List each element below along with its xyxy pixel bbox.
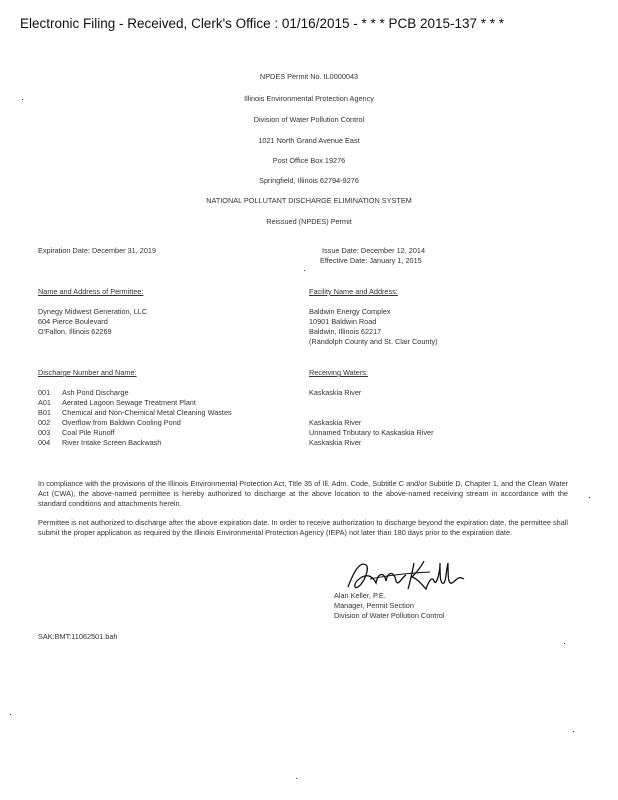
discharge-name: Chemical and Non-Chemical Metal Cleaning Wastes xyxy=(62,408,232,417)
agency-po-box: Post Office Box 19276 xyxy=(272,156,346,165)
discharge-number: B01 xyxy=(38,408,51,417)
discharge-name: Overflow from Baldwin Cooling Pond xyxy=(62,418,181,427)
permittee-street: 604 Pierce Boulevard xyxy=(38,317,108,326)
division-name: Division of Water Pollution Control xyxy=(253,115,365,124)
scan-speck xyxy=(589,497,590,498)
permittee-heading: Name and Address of Permittee: xyxy=(38,287,144,296)
agency-name: Illinois Environmental Protection Agency xyxy=(244,94,374,103)
discharge-name: Aerated Lagoon Sewage Treatment Plant xyxy=(62,398,196,407)
permittee-city: O'Fallon, Illinois 62269 xyxy=(38,327,112,336)
facility-name: Baldwin Energy Complex xyxy=(309,307,391,316)
discharge-heading: Discharge Number and Name: xyxy=(38,368,137,377)
filing-stamp: Electronic Filing - Received, Clerk's Office : 01/16/2015 - * * * PCB 2015-137 * * * xyxy=(20,16,505,31)
discharge-name: River Intake Screen Backwash xyxy=(62,438,162,447)
scan-speck xyxy=(296,778,297,779)
discharge-number: 004 xyxy=(38,438,51,447)
discharge-number: A01 xyxy=(38,398,51,407)
scan-speck xyxy=(22,99,23,100)
signer-division: Division of Water Pollution Control xyxy=(334,611,445,620)
scan-speck xyxy=(10,714,11,715)
permit-type: Reissued (NPDES) Permit xyxy=(266,217,352,226)
facility-heading: Facility Name and Address: xyxy=(309,287,398,296)
discharge-name: Ash Pond Discharge xyxy=(62,388,129,397)
signer-name: Alan Keller, P.E. xyxy=(334,591,386,600)
scan-speck xyxy=(564,643,565,644)
discharge-number: 002 xyxy=(38,418,51,427)
facility-city: Baldwin, Illinois 62217 xyxy=(309,327,382,336)
receiving-waters-heading: Receiving Waters: xyxy=(309,368,368,377)
compliance-paragraph: In compliance with the provisions of the Illinois Environmental Protection Act, Title 35 of Ill. Adm. Code, Subtitle C and/or Subtitle D, Chapter 1, and the Clean Water Act (CWA), the above-named permittee is hereby authorized to discharge at the above location to the above-named receiving stream in accordance with the standard conditions and attachments herein. xyxy=(38,479,568,509)
receiving-water: Kaskaskia River xyxy=(309,438,362,447)
receiving-water: Kaskaskia River xyxy=(309,388,362,397)
facility-county: (Randolph County and St. Clair County) xyxy=(309,337,438,346)
receiving-water: Kaskaskia River xyxy=(309,418,362,427)
reference-code: SAK:BMT:11062501.bah xyxy=(38,632,118,641)
signature-image xyxy=(340,553,470,595)
discharge-name: Coal Pile Runoff xyxy=(62,428,115,437)
system-title: NATIONAL POLLUTANT DISCHARGE ELIMINATION SYSTEM xyxy=(206,196,412,205)
discharge-number: 001 xyxy=(38,388,51,397)
reapply-paragraph: Permittee is not authorized to discharge after the above expiration date. In order to receive authorization to discharge beyond the expiration date, the permittee shall submit the proper application as required by the Illinois Environmental Protection Agency (IEPA) not later than 180 days prior to the expiration date. xyxy=(38,518,568,538)
expiration-date: Expiration Date: December 31, 2019 xyxy=(38,246,157,255)
scan-speck xyxy=(304,270,305,271)
agency-city: Springfield, Illinois 62794-9276 xyxy=(259,176,359,185)
effective-date: Effective Date: January 1, 2015 xyxy=(320,256,422,265)
discharge-number: 003 xyxy=(38,428,51,437)
permit-number: NPDES Permit No. IL0000043 xyxy=(259,72,359,81)
agency-street: 1021 North Grand Avenue East xyxy=(258,136,360,145)
issue-date: Issue Date: December 12, 2014 xyxy=(322,246,426,255)
permittee-name: Dynegy Midwest Generation, LLC xyxy=(38,307,148,316)
facility-street: 10901 Baldwin Road xyxy=(309,317,377,326)
signer-title: Manager, Permit Section xyxy=(334,601,414,610)
receiving-water: Unnamed Tributary to Kaskaskia River xyxy=(309,428,434,437)
scan-speck xyxy=(573,731,574,732)
